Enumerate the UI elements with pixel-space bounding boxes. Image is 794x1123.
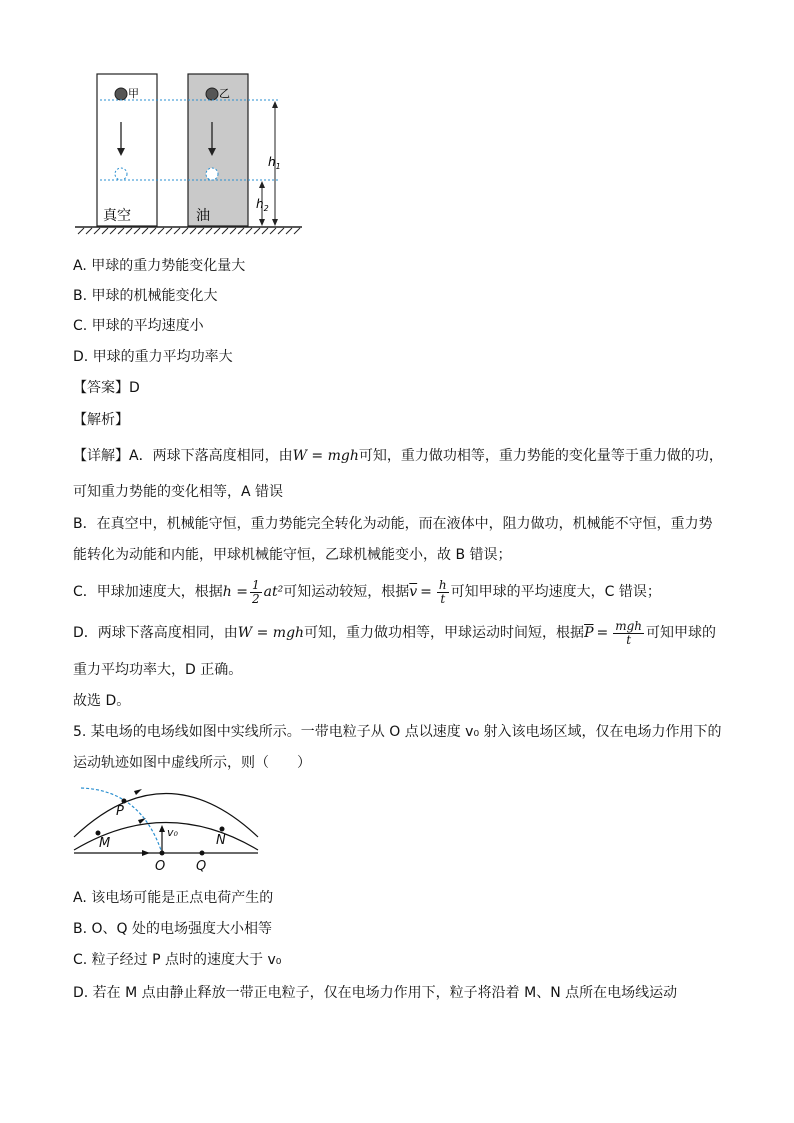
detail-c-text2: 可知运动较短，根据 — [283, 584, 410, 600]
oil-label: 油 — [196, 208, 210, 224]
detail-d-line2: 重力平均功率大，D 正确。 — [73, 662, 243, 678]
arrow-up-icon — [159, 825, 165, 832]
detail-d-text2: 可知，重力做功相等，甲球运动时间短，根据 — [304, 625, 585, 641]
point-p — [122, 799, 127, 804]
ball-yi-label: 乙 — [219, 87, 230, 100]
formula-h: h = — [222, 584, 248, 600]
detail-a-line1 — [73, 446, 723, 466]
arrow-down-icon — [259, 219, 265, 226]
arrow-up-icon — [259, 181, 265, 188]
answer-value: D — [129, 380, 140, 396]
point-q — [200, 851, 205, 856]
detail-a-text2: 可知，重力做功相等，重力势能的变化量等于重力做的功， — [358, 448, 723, 464]
formula-eq: = — [420, 584, 432, 600]
formula-w-mgh-2: W = mgh — [237, 625, 305, 641]
label-n: N — [216, 833, 226, 848]
fraction-half: $\frac{1}{2}$ — [251, 577, 260, 606]
detail-c-line — [73, 572, 661, 612]
q5-stem-line2: 运动轨迹如图中虚线所示，则（ ） — [73, 755, 311, 771]
point-o — [160, 851, 165, 856]
label-o: O — [155, 859, 166, 874]
detail-d-text: D．两球下落高度相同，由 — [73, 625, 238, 641]
q5-option-d: D. 若在 M 点由静止释放一带正电粒子，仅在电场力作用下，粒子将沿着 M、N 点所在电场线运动 — [73, 985, 678, 1001]
label-m: M — [99, 836, 111, 851]
ball-yi-icon — [206, 88, 218, 100]
field-line-top — [74, 794, 258, 838]
point-m — [96, 831, 101, 836]
q5-option-b: B. O、Q 处的电场强度大小相等 — [73, 921, 272, 937]
q4-option-b: B. 甲球的机械能变化大 — [73, 288, 218, 304]
detail-c-text3: 可知甲球的平均速度大，C 错误； — [450, 584, 661, 600]
detail-b-line2: 能转化为动能和内能，甲球机械能守恒，乙球机械能变小，故 B 错误； — [73, 547, 512, 563]
free-fall-figure — [70, 70, 310, 240]
q5-option-c: C. 粒子经过 P 点时的速度大于 v₀ — [73, 952, 282, 968]
analysis-label: 【解析】 — [73, 412, 129, 428]
answer-label: 【答案】 — [73, 380, 129, 396]
detail-d-text3: 可知甲球的 — [646, 625, 717, 641]
detail-c-text: C．甲球加速度大，根据 — [73, 584, 223, 600]
point-n — [220, 827, 225, 832]
detail-label: 【详解】 — [73, 448, 129, 464]
arrow-down-icon — [272, 219, 278, 226]
q4-option-a: A. 甲球的重力势能变化量大 — [73, 258, 246, 274]
q5-option-a: A. 该电场可能是正点电荷产生的 — [73, 890, 274, 906]
fraction-mgh-over-t: $\frac{\text{mgh}}{t}$ — [615, 618, 643, 647]
detail-a-line2: 可知重力势能的变化相等，A 错误 — [73, 484, 284, 500]
vacuum-tube — [97, 74, 157, 226]
formula-eq-2: = — [596, 625, 609, 641]
oil-tube — [188, 74, 248, 226]
vacuum-label: 真空 — [103, 208, 131, 224]
q5-stem-line1: 5. 某电场的电场线如图中实线所示。一带电粒子从 O 点以速度 v₀ 射入该电场区域，仅在电场力作用下的 — [73, 724, 722, 740]
detail-a-text: A．两球下落高度相同，由 — [129, 448, 293, 464]
label-v0: v₀ — [167, 826, 178, 839]
detail-d-line1 — [73, 613, 716, 653]
h2-label: $h_2$ — [256, 197, 269, 213]
arrow-up-icon — [272, 101, 278, 108]
arrow-right-icon — [138, 818, 146, 824]
answer-line — [73, 378, 140, 398]
electric-field-figure — [66, 780, 266, 875]
formula-w-mgh: W = mgh — [292, 448, 359, 464]
fraction-h-over-t: $\frac{h}{t}$ — [438, 577, 447, 606]
formula-p-bar: $\overline{P}$ — [584, 625, 594, 641]
ground-hatch — [78, 228, 300, 234]
formula-v-bar: $\overline{v}$ — [409, 584, 418, 600]
h1-label: $h_1$ — [268, 155, 281, 171]
q4-option-c: C. 甲球的平均速度小 — [73, 318, 204, 334]
ball-jia-icon — [115, 88, 127, 100]
arrow-right-icon — [142, 850, 150, 856]
conclusion: 故选 D。 — [73, 693, 131, 709]
ball-yi-final-icon — [206, 168, 218, 180]
q4-option-d: D. 甲球的重力平均功率大 — [73, 349, 233, 365]
detail-b-line1: B．在真空中，机械能守恒，重力势能完全转化为动能，而在液体中，阻力做功，机械能不守恒，重力势 — [73, 516, 713, 532]
formula-at2: at² — [263, 584, 284, 600]
arrow-right-icon — [134, 789, 142, 795]
ball-jia-label: 甲 — [128, 87, 139, 100]
label-q: Q — [196, 859, 207, 874]
label-p: P — [116, 804, 124, 819]
